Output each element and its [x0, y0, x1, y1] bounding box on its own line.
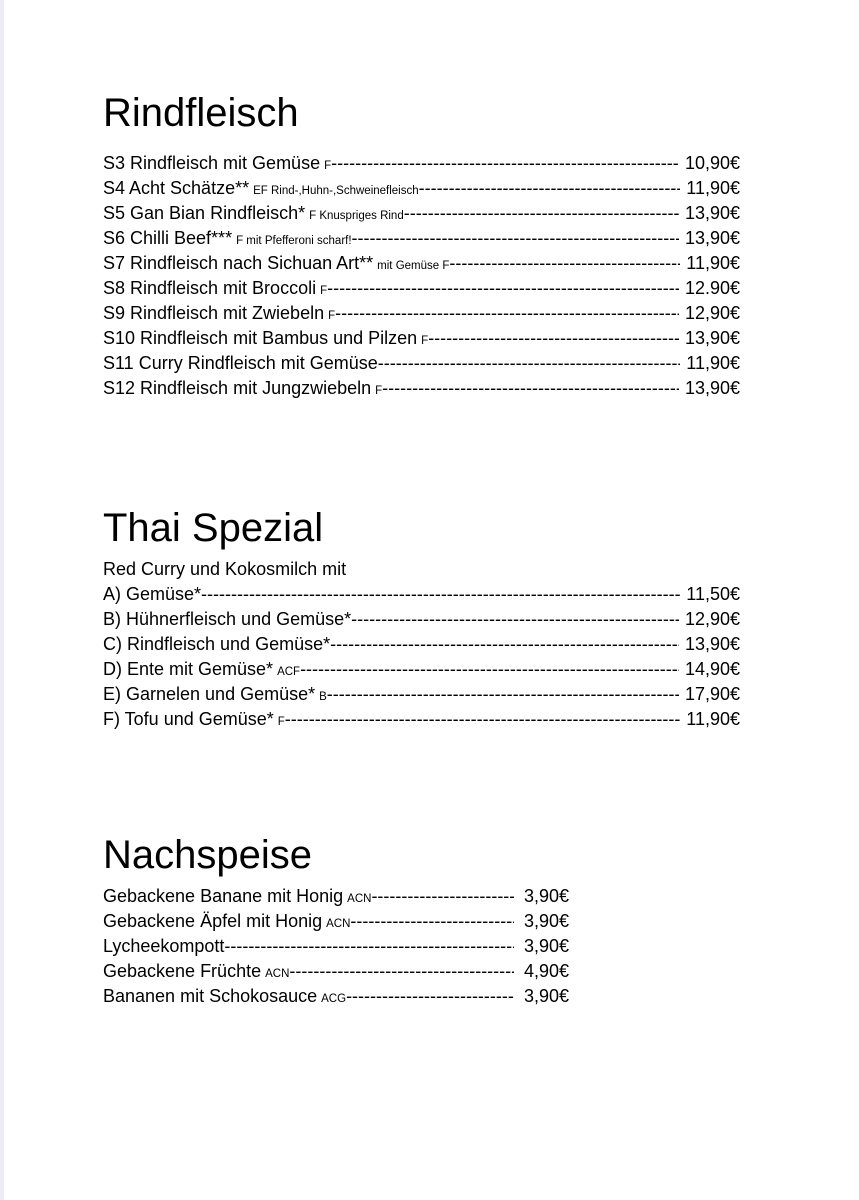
menu-item [103, 201, 740, 226]
menu-list [103, 582, 740, 732]
item-name: S4 Acht Schätze** [103, 178, 250, 198]
item-name: Gebackene Äpfel mit Honig [103, 911, 323, 931]
leader-dashes [378, 351, 681, 376]
item-price: 13,90€ [684, 378, 740, 398]
item-note: ACN [265, 968, 290, 980]
item-note: F Knuspriges Rind [309, 210, 404, 222]
item-note: mit Gemüse F [377, 260, 450, 272]
item-note: ACG [321, 993, 347, 1005]
item-price: 3,90€ [523, 911, 569, 931]
leader-dashes [404, 201, 679, 226]
menu-item [103, 884, 569, 909]
item-price: 11,90€ [686, 178, 740, 198]
leader-dashes [371, 884, 514, 909]
menu-item [103, 226, 740, 251]
leader-dashes [327, 682, 679, 707]
item-price: 3,90€ [523, 936, 569, 956]
section-title: Rindfleisch [103, 91, 299, 135]
item-note: ACF [277, 666, 301, 678]
item-note: F [375, 385, 383, 397]
section-intro: Red Curry und Kokosmilch mit [103, 559, 347, 579]
leader-dashes [382, 376, 679, 401]
menu-item [103, 251, 740, 276]
item-name: S3 Rindfleisch mit Gemüse [103, 153, 321, 173]
item-note: EF Rind-,Huhn-,Schweinefleisch [253, 185, 419, 197]
leader-dashes [351, 607, 679, 632]
leader-dashes [350, 909, 514, 934]
leader-dashes [419, 176, 681, 201]
item-name: S8 Rindfleisch mit Broccoli [103, 278, 317, 298]
leader-dashes [352, 226, 679, 251]
item-price: 4,90€ [523, 961, 569, 981]
item-note: F mit Pfefferoni scharf! [236, 235, 352, 247]
leader-dashes [335, 301, 679, 326]
leader-dashes [300, 657, 679, 682]
menu-item [103, 607, 740, 632]
item-name: D) Ente mit Gemüse* [103, 659, 274, 679]
item-name: Bananen mit Schokosauce [103, 986, 318, 1006]
item-price: 13,90€ [684, 328, 740, 348]
menu-item [103, 151, 740, 176]
section-thai-spezial [103, 505, 740, 732]
menu-list [103, 884, 569, 1009]
item-name: S7 Rindfleisch nach Sichuan Art** [103, 253, 374, 273]
menu-item [103, 682, 740, 707]
leader-dashes [224, 934, 514, 959]
menu-item [103, 582, 740, 607]
leader-dashes [285, 707, 680, 732]
menu-item [103, 176, 740, 201]
item-name: S10 Rindfleisch mit Bambus und Pilzen [103, 328, 418, 348]
menu-item [103, 301, 740, 326]
menu-item [103, 959, 569, 984]
item-note: F [277, 716, 285, 728]
item-name: E) Garnelen und Gemüse* [103, 684, 316, 704]
item-price: 11,90€ [686, 253, 740, 273]
item-price: 13,90€ [684, 203, 740, 223]
item-name: C) Rindfleisch und Gemüse* [103, 634, 331, 654]
section-title: Nachspeise [103, 833, 313, 877]
leader-dashes [346, 984, 514, 1009]
item-note: F [324, 160, 332, 172]
item-note: ACN [347, 893, 372, 905]
leader-dashes [331, 151, 679, 176]
item-name: S11 Curry Rindfleisch mit Gemüse [103, 353, 378, 373]
item-note: F [328, 310, 336, 322]
item-name: F) Tofu und Gemüse* [103, 709, 274, 729]
menu-item [103, 376, 740, 401]
item-note: B [319, 691, 327, 703]
item-price: 17,90€ [684, 684, 740, 704]
item-price: 11,90€ [686, 709, 740, 729]
menu-item [103, 632, 740, 657]
menu-item [103, 707, 740, 732]
item-price: 11,50€ [686, 584, 740, 604]
item-note: F [421, 335, 429, 347]
leader-dashes [201, 582, 680, 607]
item-name: A) Gemüse* [103, 584, 202, 604]
item-price: 12,90€ [684, 609, 740, 629]
item-note: F [320, 285, 328, 297]
item-name: Lycheekompott [103, 936, 225, 956]
item-price: 13,90€ [684, 228, 740, 248]
item-price: 12.90€ [684, 278, 740, 298]
leader-dashes [289, 959, 514, 984]
item-name: B) Hühnerfleisch und Gemüse* [103, 609, 352, 629]
item-price: 11,90€ [686, 353, 740, 373]
item-name: Gebackene Banane mit Honig [103, 886, 344, 906]
item-name: S9 Rindfleisch mit Zwiebeln [103, 303, 325, 323]
section-rindfleisch [103, 90, 740, 401]
menu-item [103, 934, 569, 959]
section-title: Thai Spezial [103, 506, 324, 550]
item-note: ACN [326, 918, 351, 930]
page-edge [0, 0, 4, 1200]
menu-item [103, 276, 740, 301]
item-price: 14,90€ [684, 659, 740, 679]
leader-dashes [428, 326, 679, 351]
item-price: 13,90€ [684, 634, 740, 654]
item-name: Gebackene Früchte [103, 961, 262, 981]
section-nachspeise [103, 832, 569, 1009]
menu-item [103, 351, 740, 376]
item-price: 12,90€ [684, 303, 740, 323]
leader-dashes [330, 632, 679, 657]
leader-dashes [449, 251, 680, 276]
menu-list [103, 151, 740, 401]
item-name: S12 Rindfleisch mit Jungzwiebeln [103, 378, 372, 398]
menu-item [103, 657, 740, 682]
menu-item [103, 984, 569, 1009]
item-name: S6 Chilli Beef*** [103, 228, 233, 248]
item-price: 10,90€ [684, 153, 740, 173]
menu-item [103, 909, 569, 934]
item-price: 3,90€ [523, 986, 569, 1006]
item-price: 3,90€ [523, 886, 569, 906]
leader-dashes [327, 276, 679, 301]
menu-item [103, 326, 740, 351]
item-name: S5 Gan Bian Rindfleisch* [103, 203, 306, 223]
